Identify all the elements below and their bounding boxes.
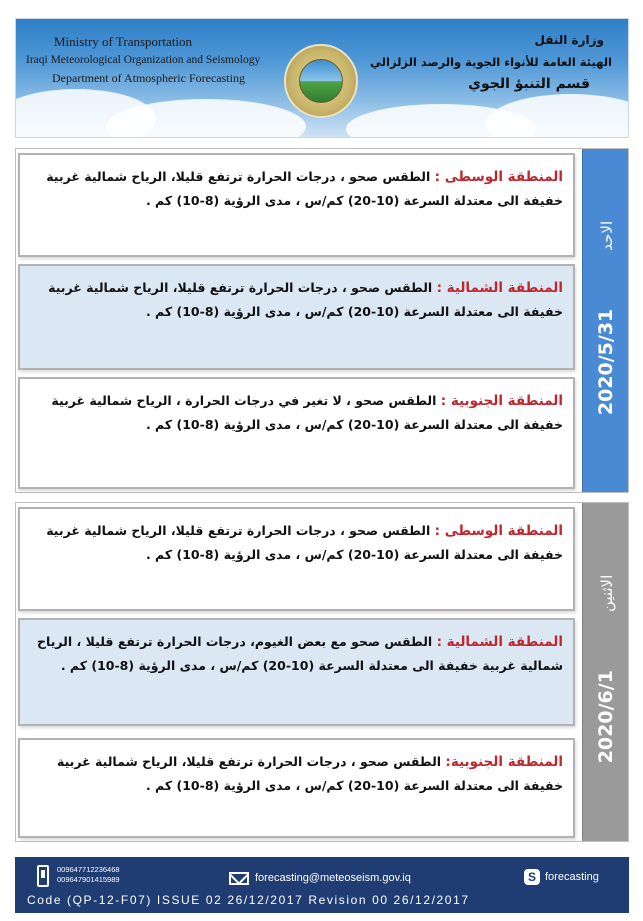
skype-icon: S <box>524 869 540 885</box>
phone-icon <box>37 865 49 887</box>
organization-name-en: Iraqi Meteorological Organization and Seismology <box>26 54 261 66</box>
mail-icon <box>229 872 249 885</box>
region-text: الطقس صحو ، درجات الحرارة ترتفع قليلا، الرياح شمالية غربية خفيفة الى معتدلة السرعة (10-20) كم/س ، مدى الرؤية (8-10) كم . <box>46 169 563 208</box>
region-forecast <box>30 630 563 678</box>
skype-id[interactable]: forecasting <box>545 871 599 883</box>
forecast-day-1 <box>15 148 629 493</box>
header-arabic-text <box>370 29 612 95</box>
ministry-name-en: Ministry of Transportation <box>54 34 192 49</box>
region-forecast <box>30 276 563 324</box>
phone-number: 009647901415989 <box>57 875 120 884</box>
phone-numbers <box>57 865 120 885</box>
organization-logo <box>284 44 358 118</box>
day-label <box>595 575 617 770</box>
region-label: المنطقة الوسطى : <box>434 523 563 539</box>
region-text: الطقس صحو ، درجات الحرارة ترتفع قليلا، الرياح شمالية غربية خفيفة الى معتدلة السرعة (10-20) كم/س ، مدى الرؤية (8-10) كم . <box>48 280 563 319</box>
day-sidebar <box>582 149 628 492</box>
logo-emblem <box>299 59 343 103</box>
region-text: الطقس صحو ، لا تغير في درجات الحرارة ، الرياح شمالية غربية خفيفة الى معتدلة السرعة (10-20) كم/س ، مدى الرؤية (8-10) كم . <box>51 393 563 432</box>
region-box-central-day2 <box>18 507 575 611</box>
day-name: الاثنين <box>597 574 616 613</box>
region-text: الطقس صحو مع بعض الغيوم، درجات الحرارة ترتفع قليلا ، الرياح شمالية غربية خفيفة الى معتدلة السرعة (10-20) كم/س ، مدى الرؤية (8-10) كم . <box>37 634 563 673</box>
organization-name-ar: الهيئة العامة للأنواء الجوية والرصد الزلزالي <box>370 55 612 69</box>
region-forecast <box>30 519 563 567</box>
region-text: الطقس صحو ، درجات الحرارة ترتفع قليلا، الرياح شمالية غربية خفيفة الى معتدلة السرعة (10-20) كم/س ، مدى الرؤية (8-10) كم . <box>56 754 563 793</box>
region-box-north-day2 <box>18 618 575 726</box>
region-text: الطقس صحو ، درجات الحرارة ترتفع قليلا، الرياح شمالية غربية خفيفة الى معتدلة السرعة (10-20) كم/س ، مدى الرؤية (8-10) كم . <box>46 523 563 562</box>
region-forecast <box>30 750 563 798</box>
region-forecast <box>30 165 563 213</box>
department-name-ar: قسم التنبؤ الجوي <box>468 76 590 92</box>
phone-number: 009647712236468 <box>57 865 120 874</box>
region-box-central-day1 <box>18 153 575 257</box>
region-label: المنطقة الجنوبية: <box>445 754 563 770</box>
region-label: المنطقة الجنوبية : <box>440 393 563 409</box>
day-label <box>595 220 617 420</box>
region-label: المنطقة الشمالية : <box>436 634 563 650</box>
region-box-north-day1 <box>18 264 575 370</box>
cloud-decoration <box>486 94 629 138</box>
region-label: المنطقة الشمالية : <box>436 280 563 296</box>
region-forecast <box>30 389 563 437</box>
ministry-name-ar: وزارة النقل <box>534 33 604 47</box>
document-code: Code (QP-12-F07) ISSUE 02 26/12/2017 Revision 00 26/12/2017 <box>27 893 470 907</box>
footer-bar <box>15 857 629 913</box>
region-box-south-day1 <box>18 377 575 489</box>
day-sidebar <box>582 503 628 841</box>
header-banner <box>15 18 629 138</box>
department-name-en: Department of Atmospheric Forecasting <box>52 71 245 85</box>
email-link[interactable]: forecasting@meteoseism.gov.iq <box>255 872 411 884</box>
day-date: 2020/6/1 <box>594 670 617 764</box>
day-name: الاحد <box>597 220 616 251</box>
forecast-day-2 <box>15 502 629 842</box>
header-english-text <box>26 33 261 87</box>
region-box-south-day2 <box>18 738 575 838</box>
day-date: 2020/5/31 <box>594 308 617 415</box>
region-label: المنطقة الوسطى : <box>434 169 563 185</box>
